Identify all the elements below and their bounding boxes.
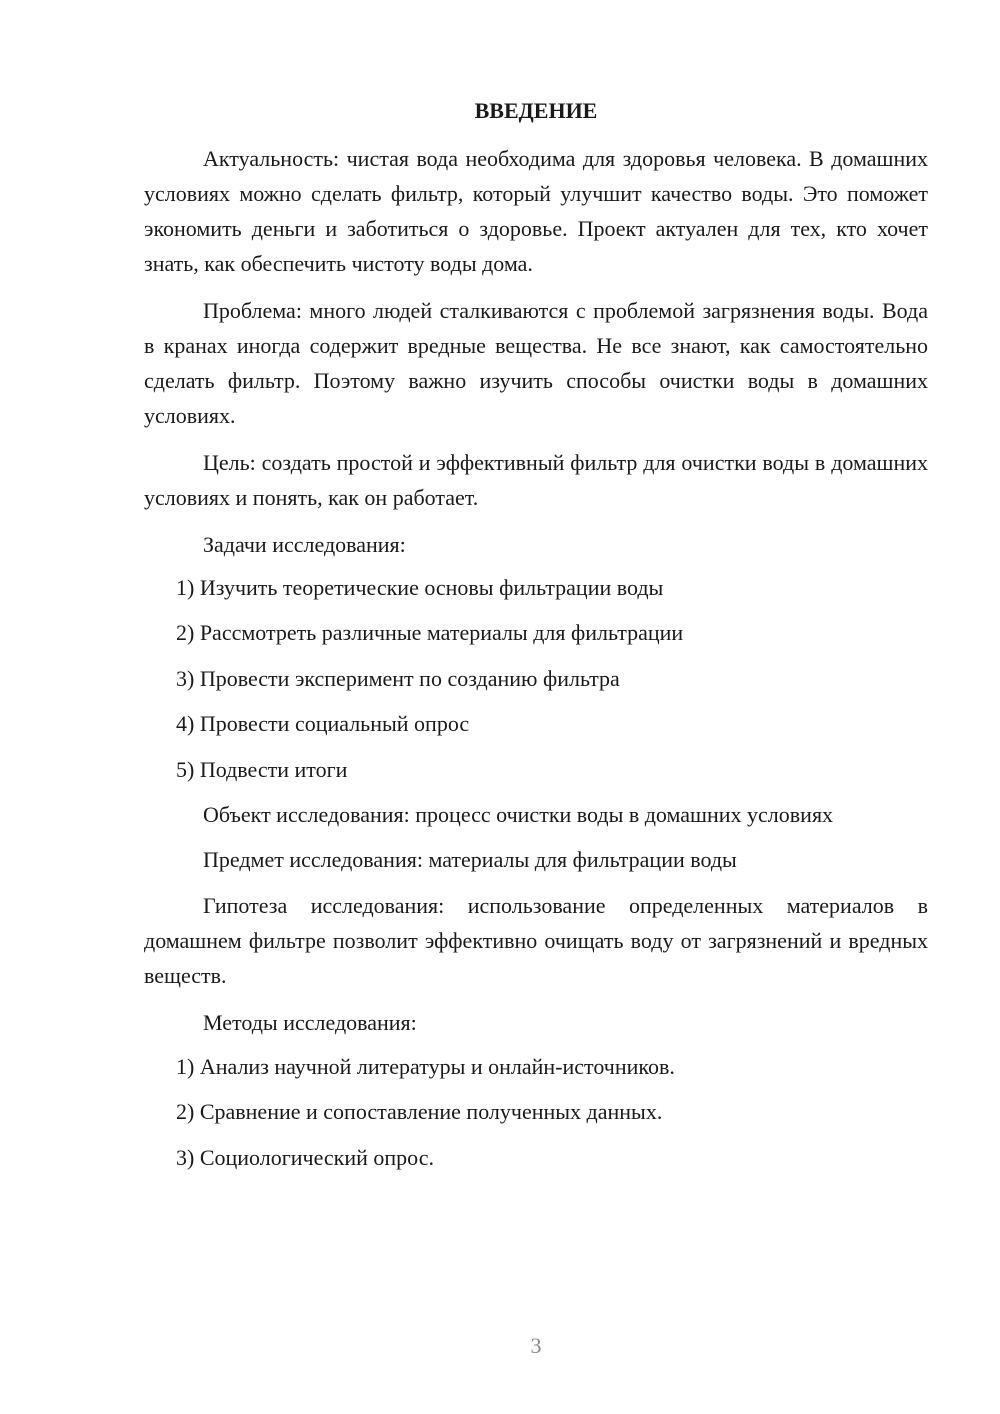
- goal-paragraph: Цель: создать простой и эффективный фильтр для очистки воды в домашних условиях и понять, как он работает.: [144, 450, 928, 510]
- methods-heading: Методы исследования:: [203, 1010, 417, 1035]
- task-item-1: 1) Изучить теоретические основы фильтрации воды: [176, 575, 664, 600]
- subject-paragraph: Предмет исследования: материалы для фильтрации воды: [203, 847, 737, 872]
- page-number: 3: [530, 1333, 542, 1358]
- task-item-2: 2) Рассмотреть различные материалы для фильтрации: [176, 620, 684, 645]
- relevance-paragraph: Актуальность: чистая вода необходима для здоровья человека. В домашних условиях можно сделать фильтр, который улучшит качество воды. Это поможет экономить деньги и заботиться о здоровье. Проект актуален для тех, кто хочет знать, как обеспечить чистоту воды дома.: [144, 146, 928, 276]
- tasks-heading: Задачи исследования:: [203, 532, 406, 557]
- task-item-4: 4) Провести социальный опрос: [176, 711, 470, 736]
- task-item-5: 5) Подвести итоги: [176, 757, 348, 782]
- method-item-3: 3) Социологический опрос.: [176, 1145, 434, 1170]
- object-paragraph: Объект исследования: процесс очистки воды в домашних условиях: [203, 802, 834, 827]
- method-item-2: 2) Сравнение и сопоставление полученных данных.: [176, 1099, 663, 1124]
- task-item-3: 3) Провести эксперимент по созданию фильтра: [176, 666, 620, 691]
- problem-paragraph: Проблема: много людей сталкиваются с проблемой загрязнения воды. Вода в кранах иногда содержит вредные вещества. Не все знают, как самостоятельно сделать фильтр. Поэтому важно изучить способы очистки воды в домашних условиях.: [144, 298, 928, 428]
- method-item-1: 1) Анализ научной литературы и онлайн-источников.: [176, 1054, 675, 1079]
- hypothesis-paragraph: Гипотеза исследования: использование определенных материалов в домашнем фильтре позволит эффективно очищать воду от загрязнений и вредных веществ.: [144, 893, 928, 988]
- section-title: ВВЕДЕНИЕ: [474, 98, 598, 123]
